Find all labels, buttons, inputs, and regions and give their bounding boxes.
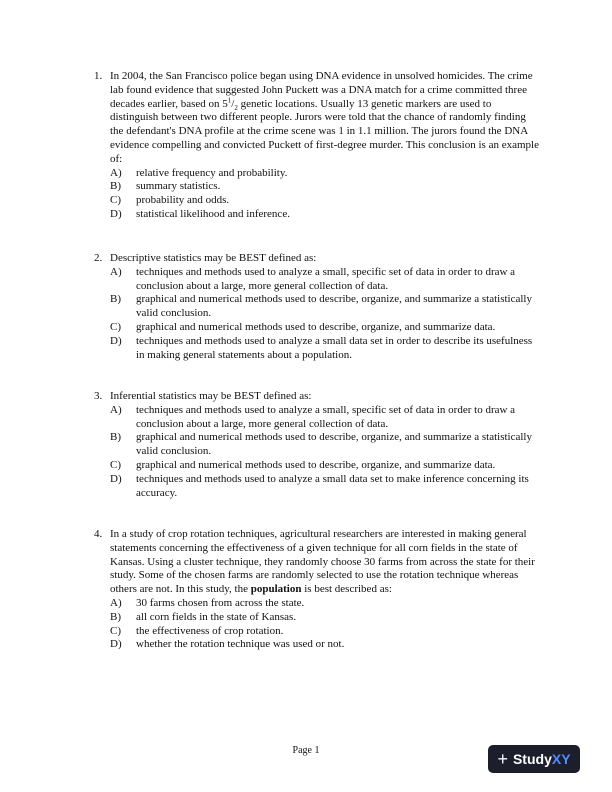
option-a: A) techniques and methods used to analyze a small, specific set of data in order to draw a conclusion about a large, more general collection of data. xyxy=(110,265,516,292)
option-a: A) techniques and methods used to analyze a small, specific set of data in order to draw a conclusion about a large, more general collection of data. xyxy=(110,403,516,430)
option-c: C) the effectiveness of crop rotation. xyxy=(110,624,284,637)
question-3 xyxy=(94,390,539,500)
question-number: 2. xyxy=(94,252,103,264)
option-d: D) techniques and methods used to analyze a small data set in order to describe its usefulness in making general statements about a population. xyxy=(110,334,533,361)
option-b: B) graphical and numerical methods used to describe, organize, and summarize a statistically valid conclusion. xyxy=(110,293,532,320)
studyxy-badge[interactable] xyxy=(488,745,580,773)
option-c: C) probability and odds. xyxy=(110,194,230,207)
option-b: B) graphical and numerical methods used to describe, organize, and summarize a statistically valid conclusion. xyxy=(110,431,532,458)
options-list xyxy=(110,266,539,363)
options-list xyxy=(110,404,539,501)
option-b: B) summary statistics. xyxy=(110,180,221,193)
question-number: 3. xyxy=(94,390,103,402)
question-number: 4. xyxy=(94,528,103,540)
option-d: D) statistical likelihood and inference. xyxy=(110,207,290,220)
question-2 xyxy=(94,252,539,362)
options-list xyxy=(110,597,539,652)
page-number: Page 1 xyxy=(292,745,320,756)
question-stem: In 2004, the San Francisco police began using DNA evidence in unsolved homicides. The crime lab found evidence that suggested John Puckett was a DNA match for a crime committed three decades earlier, based on $5^1/_2$ genetic locations. Usually 13 genetic markers are used to distinguish between two different people. Jurors were told that the chance of randomly finding the defendant's DNA profile at the crime scene was 1 in 1.1 million. The jurors found the DNA evidence compelling and convicted Puckett of first-degree murder. This conclusion is an example of: xyxy=(110,70,539,165)
option-c: C) graphical and numerical methods used to describe, organize, and summarize data. xyxy=(110,458,496,471)
option-b: B) all corn fields in the state of Kansas. xyxy=(110,610,297,623)
option-a: A) relative frequency and probability. xyxy=(110,166,288,179)
question-stem: In a study of crop rotation techniques, agricultural researchers are interested in making general statements concerning the effectiveness of a given technique for all corn fields in the state of Kansas. Using a cluster technique, they randomly choose 30 farms from across the state for their study. Some of the chosen farms are randomly selected to use the rotation technique whereas others are not. In this study, the population is best described as: xyxy=(110,528,535,596)
option-c: C) graphical and numerical methods used to describe, organize, and summarize data. xyxy=(110,320,496,333)
option-a: A) 30 farms chosen from across the state. xyxy=(110,596,305,609)
badge-label: StudyXY xyxy=(512,751,571,767)
emphasis-population: population xyxy=(250,583,302,596)
option-d: D) techniques and methods used to analyze a small data set to make inference concerning its accuracy. xyxy=(110,472,529,499)
question-4 xyxy=(94,528,539,652)
question-stem: Descriptive statistics may be BEST defined as: xyxy=(110,252,317,264)
question-number: 1. xyxy=(94,70,103,82)
option-d: D) whether the rotation technique was used or not. xyxy=(110,638,345,651)
question-1 xyxy=(94,70,539,222)
plus-icon: + xyxy=(497,749,508,769)
question-stem: Inferential statistics may be BEST defined as: xyxy=(110,390,312,402)
options-list xyxy=(110,167,539,222)
